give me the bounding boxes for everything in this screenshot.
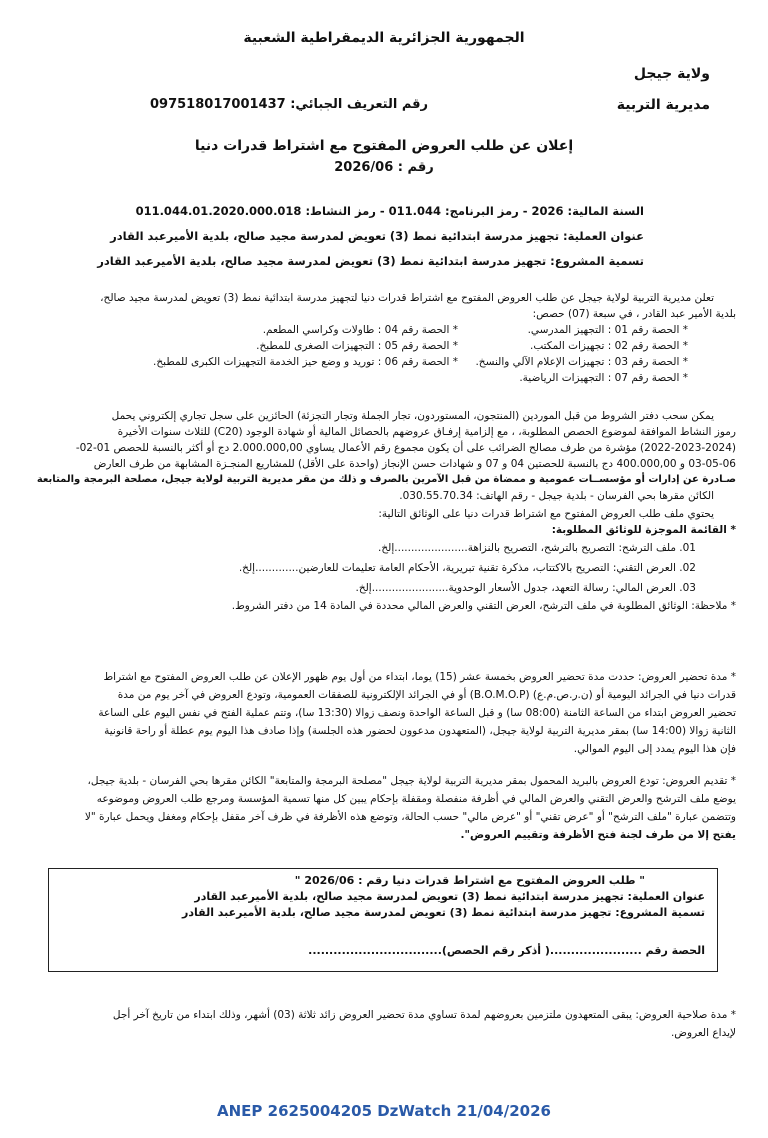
anep-reference: ANEP 2625004205 DzWatch 21/04/2026 <box>217 1102 551 1120</box>
lot-row <box>153 354 688 370</box>
intro-paragraph <box>32 290 736 322</box>
lot-item: * الحصة رقم 05 : التجهيزات الصغرى للمطبخ. <box>256 340 458 352</box>
submission-line: يوضع ملف الترشح والعرض التقني والعرض المالي في أظرفة منفصلة ومقفلة بإحكام يبين كل منها تسمية المؤسسة ومرجع طلب العروض وموضوعه <box>96 793 736 805</box>
lot-item: * الحصة رقم 04 : طاولات وكراسي المطعم. <box>262 324 458 336</box>
direction-label: مديرية التربية <box>616 97 710 113</box>
envelope-label-box <box>48 868 718 972</box>
project-name: تسمية المشروع: تجهيز مدرسة ابتدائية نمط (3) تعويض لمدرسة مجيد صالح، بلدية الأميرعبد القادر <box>97 254 644 268</box>
intro-line: بلدية الأمير عبد القادر ، في سبعة (07) حصص: <box>532 308 736 320</box>
submission-line: * تقديم العروض: تودع العروض بالبريد المحمول بمقر مديرية التربية لولاية جيجل "مصلحة البرمجة والمتابعة" الكائن مقرها بحي الفرسان - بلدية جيجل، <box>87 775 736 787</box>
eligibility-paragraph <box>32 408 736 504</box>
preparation-line: * مدة تحضير العروض: حددت مدة تحضير العروض بخمسة عشر (15) يوما، ابتداء من أول يوم ظهور الإعلان عن طلب العروض المفتوح مع اشتراط <box>103 671 736 683</box>
documents-intro: يحتوي ملف طلب العروض المفتوح مع اشتراط قدرات دنيا على الوثائق التالية: <box>378 508 714 520</box>
tax-id: رقم التعريف الجبائي: 097518017001437 <box>150 97 429 112</box>
eligibility-line: الكائن مقرها بحي الفرسان - بلدية جيجل - رقم الهاتف: 030.55.70.34. <box>399 490 714 502</box>
submission-paragraph <box>32 772 736 844</box>
announcement-number: رقم : 2026/06 <box>334 160 434 175</box>
preparation-line: فإن هذا اليوم يمدد إلى اليوم الموالي. <box>573 743 736 755</box>
documents-heading: * القائمة الموجزة للوثائق المطلوبة: <box>551 524 736 536</box>
eligibility-line: صـادرة عن إدارات أو مؤسســات عمومية و ممضاة من قبل الآمرين بالصرف و ذلك من مقر مديرية التربية لولاية جيجل، مصلحة البرمجة والمتابعة <box>36 474 736 485</box>
eligibility-line: 03-05-06 و 400.000,00 دج بالنسبة للحصتين 04 و 07 و شهادات حسن الإنجاز (واحدة على الأقل) للمشاريع المنجـزة المشابهة من طرف العارض <box>93 458 736 470</box>
intro-line: تعلن مديرية التربية لولاية جيجل عن طلب العروض المفتوح مع اشتراط قدرات دنيا لتجهيز مدرسة ابتدائية نمط (3) تعويض لمدرسة مجيد صالح، <box>100 292 714 304</box>
lot-item: * الحصة رقم 02 : تجهيزات المكتب. <box>529 340 688 352</box>
preparation-line: قدرات دنيا في الجرائد اليومية أو (ن.ر.ص.م.ع) (B.O.M.O.P) أو في الجرائد الإلكترونية للصفقات العمومية، وتودع العروض في آخر يوم من مدة <box>117 689 736 701</box>
lot-item: * الحصة رقم 07 : التجهيزات الرياضية. <box>519 372 688 384</box>
validity-paragraph <box>32 1006 736 1042</box>
lot-row <box>153 370 688 386</box>
announcement-title: إعلان عن طلب العروض المفتوح مع اشتراط قدرات دنيا <box>194 138 574 154</box>
submission-line: وتتضمن عبارة "ملف الترشح" أو "عرض تقني" أو "عرض مالي" حسب الحالة، وتوضع هذه الأظرفة في ظرف آخر مقفل بإحكام ومغفل ويحمل عبارة "لا <box>84 811 736 823</box>
eligibility-line: (2022-2023-2024) مؤشرة من طرف مصالح الضرائب على أن يكون مجموع رقم الأعمال يساوي 2.000.000,00 دج أو أكثر بالنسبة للحصص 01-02- <box>75 442 736 454</box>
validity-line: * مدة صلاحية العروض: يبقى المتعهدون ملتزمين بعروضهم لمدة تساوي مدة تحضير العروض زائد ثلاثة (03) أشهر، وذلك ابتداء من تاريخ آخر أجل <box>112 1009 736 1021</box>
lots-list <box>153 322 688 386</box>
eligibility-line: يمكن سحب دفتر الشروط من قبل الموردين (المنتجون، المستوردون، تجار الجملة وتجار التجزئة) الحائزين على سجل تجاري إلكتروني يحمل <box>111 410 714 422</box>
republic-heading: الجمهورية الجزائرية الديمقراطية الشعبية <box>243 30 525 46</box>
preparation-line: الثانية زوالا (14:00 سا) بمقر مديرية التربية لولاية جيجل، (المتعهدون مدعوون لحضور هذه الجلسة) وإذا صادف هذا اليوم يوم عطلة أو راحة قانونية <box>104 725 736 737</box>
preparation-line: تحضير العروض ابتداء من الساعة الثامنة (08:00 سا) و قبل الساعة الواحدة ونصف زوالا (13:30 سا)، وتتم عملية الفتح في نفس اليوم على الساعة <box>98 707 736 719</box>
document-item: 02. العرض التقني: التصريح بالاكتتاب، مذكرة تقنية تبريرية، الأحكام العامة تعليمات للعارضين.............إلخ. <box>238 562 696 574</box>
note: * ملاحظة: الوثائق المطلوبة في ملف الترشح، العرض التقني والعرض المالي محددة في المادة 14 من دفتر الشروط. <box>231 600 736 612</box>
document-item: 03. العرض المالي: رسالة التعهد، جدول الأسعار الوحدوية.......................إلخ. <box>355 582 696 594</box>
lot-item: * الحصة رقم 06 : توريد و وضع حيز الخدمة التجهيزات الكبرى للمطبخ. <box>153 356 458 368</box>
envelope-project: تسمية المشروع: تجهيز مدرسة ابتدائية نمط (3) تعويض لمدرسة مجيد صالح، بلدية الأميرعبد القادر <box>182 906 705 919</box>
lot-row <box>153 322 688 338</box>
envelope-lot: الحصة رقم ......................( أذكر رقم الحصص)................................ <box>308 944 705 957</box>
document-item: 01. ملف الترشح: التصريح بالترشح، التصريح بالنزاهة......................إلخ. <box>378 542 696 554</box>
documents-section <box>32 506 736 614</box>
validity-line: لإيداع العروض. <box>670 1027 736 1039</box>
operation-title: عنوان العملية: تجهيز مدرسة ابتدائية نمط (3) تعويض لمدرسة مجيد صالح، بلدية الأميرعبد القادر <box>110 229 644 243</box>
lot-item: * الحصة رقم 01 : التجهيز المدرسي. <box>527 324 688 336</box>
submission-line: يفتح إلا من طرف لجنة فتح الأظرفة وتقييم العروض". <box>460 829 736 841</box>
envelope-title: " طلب العروض المفتوح مع اشتراط قدرات دنيا رقم : 2026/06 " <box>294 874 645 887</box>
financial-year: السنة المالية: 2026 - رمز البرنامج: 011.044 - رمز النشاط: 011.044.01.2020.000.018 <box>135 204 644 218</box>
preparation-paragraph <box>32 668 736 758</box>
wilaya-label: ولاية جيجل <box>633 66 710 82</box>
envelope-operation: عنوان العملية: تجهيز مدرسة ابتدائية نمط (3) تعويض لمدرسة مجيد صالح، بلدية الأميرعبد القادر <box>194 890 705 903</box>
lot-item: * الحصة رقم 03 : تجهيزات الإعلام الآلي والنسخ. <box>475 356 688 368</box>
eligibility-line: رموز النشاط الموافقة لموضوع الحصص المطلوبة، ، مع إلزامية إرفـاق عروضهم بالحصائل المالية أو شهادة الوجود (C20) للثلاث سنوات الأخيرة <box>117 426 736 438</box>
lot-row <box>153 338 688 354</box>
